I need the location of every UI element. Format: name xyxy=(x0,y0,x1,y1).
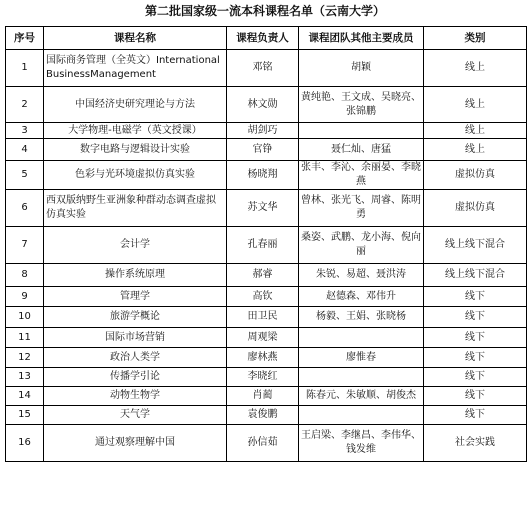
table-row xyxy=(6,425,527,462)
table-row xyxy=(6,307,527,328)
cell-members xyxy=(299,368,424,387)
table-row xyxy=(6,264,527,287)
cell-category: 线上 xyxy=(424,50,527,87)
cell-leader: 田卫民 xyxy=(227,307,299,328)
cell-category: 虚拟仿真 xyxy=(424,190,527,227)
cell-course-name: 传播学引论 xyxy=(44,368,227,387)
cell-category: 社会实践 xyxy=(424,425,527,462)
cell-category: 线下 xyxy=(424,387,527,406)
cell-no: 16 xyxy=(6,425,44,462)
cell-members: 杨毅、王娟、张晓杨 xyxy=(299,307,424,328)
cell-leader: 官铮 xyxy=(227,139,299,161)
table-row xyxy=(6,387,527,406)
cell-category: 线下 xyxy=(424,348,527,368)
cell-no: 6 xyxy=(6,190,44,227)
cell-course-name: 天气学 xyxy=(44,406,227,425)
cell-course-name: 政治人类学 xyxy=(44,348,227,368)
cell-members: 聂仁灿、唐猛 xyxy=(299,139,424,161)
cell-leader: 孔春丽 xyxy=(227,227,299,264)
cell-leader: 孙信茹 xyxy=(227,425,299,462)
cell-category: 线下 xyxy=(424,287,527,307)
cell-members xyxy=(299,406,424,425)
cell-course-name: 通过观察理解中国 xyxy=(44,425,227,462)
header-no: 序号 xyxy=(6,27,44,50)
cell-course-name: 国际商务管理（全英文）International BusinessManagement xyxy=(44,50,227,87)
table-header-row xyxy=(6,27,527,50)
cell-no: 1 xyxy=(6,50,44,87)
cell-members xyxy=(299,328,424,348)
cell-leader: 肖蔺 xyxy=(227,387,299,406)
cell-category: 线下 xyxy=(424,307,527,328)
cell-course-name: 动物生物学 xyxy=(44,387,227,406)
cell-category: 线下 xyxy=(424,368,527,387)
cell-leader: 高钦 xyxy=(227,287,299,307)
header-course-name: 课程名称 xyxy=(44,27,227,50)
cell-members: 王启梁、李继昌、李伟华、钱发维 xyxy=(299,425,424,462)
cell-course-name: 西双版纳野生亚洲象种群动态调查虚拟仿真实验 xyxy=(44,190,227,227)
cell-leader: 李晓红 xyxy=(227,368,299,387)
cell-course-name: 管理学 xyxy=(44,287,227,307)
cell-category: 虚拟仿真 xyxy=(424,161,527,190)
cell-category: 线上 xyxy=(424,123,527,139)
cell-course-name: 操作系统原理 xyxy=(44,264,227,287)
course-table xyxy=(5,26,527,462)
table-row xyxy=(6,227,527,264)
cell-no: 11 xyxy=(6,328,44,348)
cell-no: 8 xyxy=(6,264,44,287)
table-row xyxy=(6,50,527,87)
table-row xyxy=(6,348,527,368)
cell-leader: 胡剑巧 xyxy=(227,123,299,139)
cell-no: 15 xyxy=(6,406,44,425)
table-row xyxy=(6,368,527,387)
cell-leader: 林文勋 xyxy=(227,87,299,123)
cell-members: 陈春元、朱敏顺、胡俊杰 xyxy=(299,387,424,406)
cell-leader: 廖林燕 xyxy=(227,348,299,368)
cell-leader: 郝睿 xyxy=(227,264,299,287)
cell-members: 黄纯艳、王文成、吴晓亮、张锦鹏 xyxy=(299,87,424,123)
cell-no: 9 xyxy=(6,287,44,307)
header-members: 课程团队其他主要成员 xyxy=(299,27,424,50)
cell-category: 线上线下混合 xyxy=(424,227,527,264)
cell-category: 线下 xyxy=(424,406,527,425)
table-row xyxy=(6,406,527,425)
cell-members: 张丰、李沁、余丽晏、李晓燕 xyxy=(299,161,424,190)
cell-members: 朱锐、易超、聂洪涛 xyxy=(299,264,424,287)
cell-leader: 邓铭 xyxy=(227,50,299,87)
header-leader: 课程负责人 xyxy=(227,27,299,50)
cell-no: 10 xyxy=(6,307,44,328)
cell-members: 赵德森、邓伟升 xyxy=(299,287,424,307)
cell-course-name: 数字电路与逻辑设计实验 xyxy=(44,139,227,161)
cell-no: 7 xyxy=(6,227,44,264)
table-row xyxy=(6,328,527,348)
cell-no: 13 xyxy=(6,368,44,387)
page-title: 第二批国家级一流本科课程名单（云南大学） xyxy=(144,4,385,18)
cell-course-name: 国际市场营销 xyxy=(44,328,227,348)
header-category: 类别 xyxy=(424,27,527,50)
cell-leader: 袁俊鹏 xyxy=(227,406,299,425)
cell-course-name: 旅游学概论 xyxy=(44,307,227,328)
cell-course-name: 会计学 xyxy=(44,227,227,264)
cell-members xyxy=(299,123,424,139)
cell-members: 曾林、张光飞、周睿、陈明勇 xyxy=(299,190,424,227)
cell-no: 12 xyxy=(6,348,44,368)
cell-category: 线上线下混合 xyxy=(424,264,527,287)
cell-no: 4 xyxy=(6,139,44,161)
cell-category: 线上 xyxy=(424,139,527,161)
table-row xyxy=(6,161,527,190)
cell-course-name: 色彩与光环境虚拟仿真实验 xyxy=(44,161,227,190)
table-row xyxy=(6,139,527,161)
cell-leader: 杨晓翔 xyxy=(227,161,299,190)
cell-members: 桑姿、武鹏、龙小海、倪向丽 xyxy=(299,227,424,264)
cell-course-name: 大学物理-电磁学（英文授课） xyxy=(44,123,227,139)
table-row xyxy=(6,87,527,123)
cell-members: 胡颖 xyxy=(299,50,424,87)
cell-category: 线上 xyxy=(424,87,527,123)
cell-course-name: 中国经济史研究理论与方法 xyxy=(44,87,227,123)
cell-no: 2 xyxy=(6,87,44,123)
cell-no: 5 xyxy=(6,161,44,190)
cell-members: 廖惟春 xyxy=(299,348,424,368)
table-row xyxy=(6,287,527,307)
cell-no: 3 xyxy=(6,123,44,139)
cell-leader: 周观梁 xyxy=(227,328,299,348)
cell-no: 14 xyxy=(6,387,44,406)
table-row xyxy=(6,190,527,227)
cell-category: 线下 xyxy=(424,328,527,348)
table-row xyxy=(6,123,527,139)
cell-leader: 苏文华 xyxy=(227,190,299,227)
